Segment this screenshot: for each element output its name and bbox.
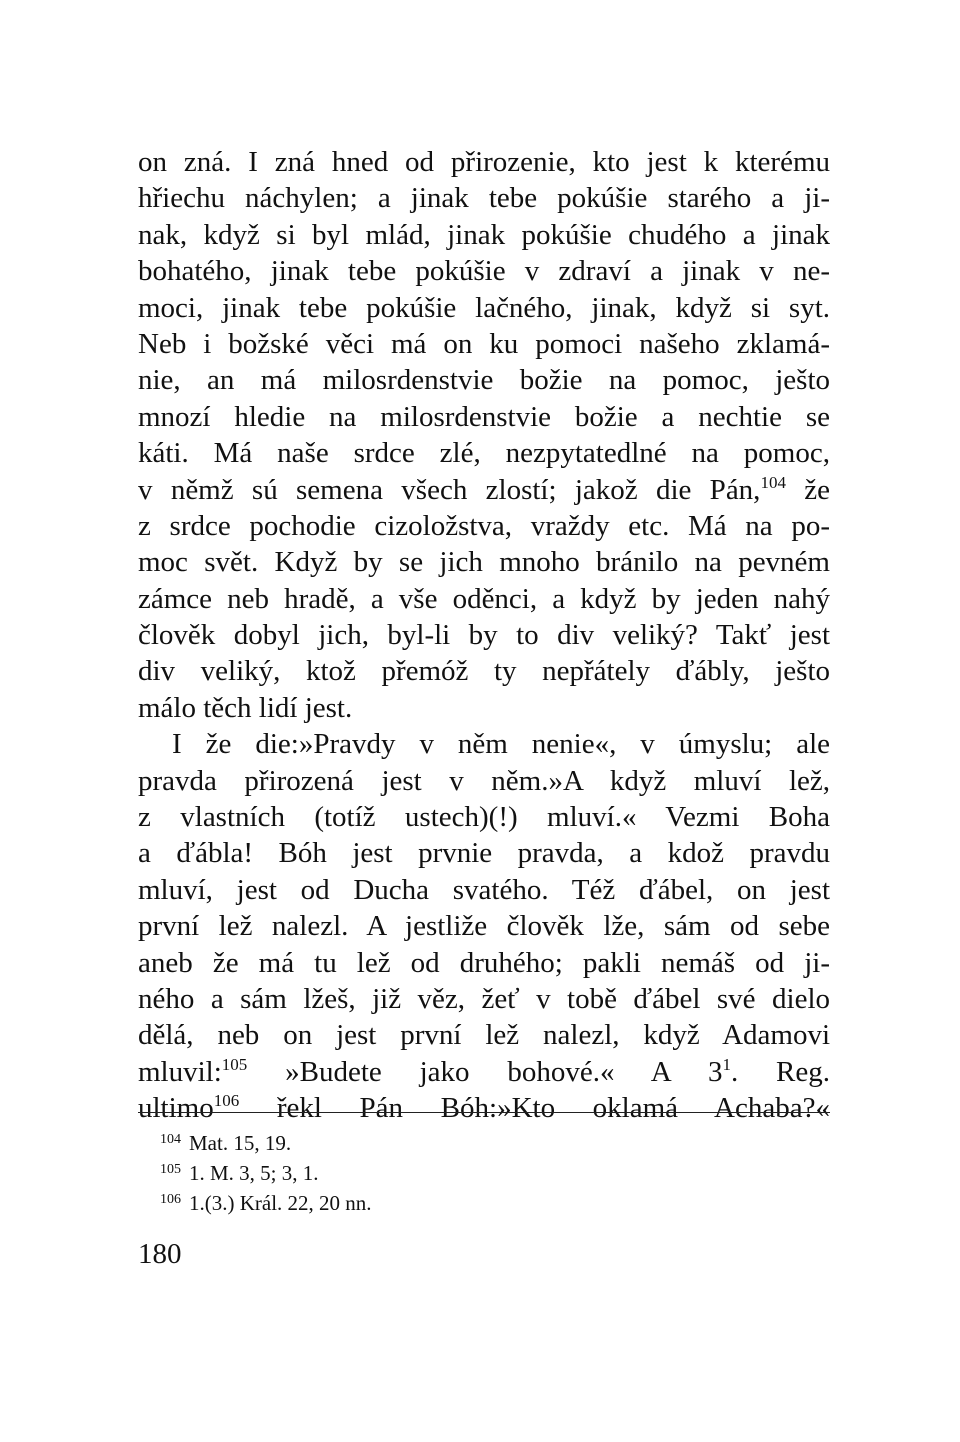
footnote bbox=[160, 1128, 560, 1158]
text-line: ultimo$^{106}$ řekl Pán Bóh:»Kto oklamá Achaba?« bbox=[138, 1091, 830, 1125]
page-number: 180 bbox=[138, 1238, 182, 1270]
text-line: bohatého, jinak tebe pokúšie v zdraví a jinak v ne- bbox=[138, 255, 830, 288]
body-text bbox=[138, 144, 830, 1127]
text-line: on zná. I zná hned od přirozenie, kto jest k kterému bbox=[138, 146, 830, 178]
text-line: pravda přirozená jest v něm.»A když mluví lež, bbox=[138, 764, 830, 797]
text-line: div veliký, ktož přemóž ty nepřátely ďábly, ješto bbox=[138, 655, 830, 688]
text-line: první lež nalezl. A jestliže člověk lže, sám od sebe bbox=[138, 910, 830, 943]
text-line: mnozí hledie na milosrdenstvie božie a nechtie se bbox=[138, 400, 830, 433]
text-line: málo těch lidí jest. bbox=[138, 691, 353, 724]
text-line: dělá, neb on jest první lež nalezl, když Adamovi bbox=[138, 1019, 830, 1052]
text-line: aneb že má tu lež od druhého; pakli nemáš od ji- bbox=[138, 946, 830, 979]
text-line: káti. Má naše srdce zlé, nezpytatedlné na pomoc, bbox=[138, 437, 830, 470]
footnote-number: 104 bbox=[160, 1132, 181, 1147]
text-line: nak, když si byl mlád, jinak pokúšie chudého a jinak bbox=[138, 218, 830, 251]
text-line: a ďábla! Bóh jest prvnie pravda, a kdož pravdu bbox=[138, 837, 830, 870]
footnote bbox=[160, 1158, 560, 1188]
text-line: moc svět. Když by se jich mnoho bránilo na pevném bbox=[138, 546, 830, 579]
footnote-text: Mat. 15, 19. bbox=[189, 1131, 292, 1155]
text-line: moci, jinak tebe pokúšie lačného, jinak, když si syt. bbox=[138, 291, 830, 324]
footnotes bbox=[160, 1128, 560, 1218]
footnote-number: 105 bbox=[160, 1162, 181, 1177]
text-line: I že die:»Pravdy v něm nenie«, v úmyslu; ale bbox=[172, 728, 830, 761]
text-line: člověk dobyl jich, byl-li by to div veliký? Takť jest bbox=[138, 619, 830, 652]
text-line: nie, an má milosrdenstvie božie na pomoc, ješto bbox=[138, 364, 830, 397]
text-line: v němž sú semena všech zlostí; jakož die Pán,$^{104}$ že bbox=[138, 472, 830, 506]
text-line: ného a sám lžeš, již věz, žeť v tobě ďábel své dielo bbox=[138, 982, 830, 1015]
footnote-text: 1.(3.) Král. 22, 20 nn. bbox=[189, 1191, 372, 1215]
text-line: mluvil:$^{105}$ »Budete jako bohové.« A $3^1$. Reg. bbox=[138, 1054, 831, 1088]
footnote-reference: 105 bbox=[221, 1054, 248, 1074]
superscript: 1 bbox=[722, 1054, 731, 1074]
footnote-number: 106 bbox=[160, 1192, 181, 1207]
text-line: z srdce pochodie cizoložstva, vraždy etc. Má na po- bbox=[138, 509, 830, 542]
text-line: z vlastních (totíž ustech)(!) mluví.« Vezmi Boha bbox=[138, 801, 830, 834]
footnote-reference: 104 bbox=[760, 472, 786, 492]
text-line: hřiechu náchylen; a jinak tebe pokúšie starého a ji- bbox=[138, 182, 830, 215]
footnote-divider bbox=[138, 1112, 830, 1113]
footnote-text: 1. M. 3, 5; 3, 1. bbox=[189, 1161, 319, 1185]
footnote bbox=[160, 1188, 560, 1218]
footnote-reference: 106 bbox=[213, 1091, 240, 1111]
text-line: mluví, jest od Ducha svatého. Též ďábel, on jest bbox=[138, 873, 830, 906]
text-line: Neb i božské věci má on ku pomoci našeho zklamá- bbox=[138, 327, 830, 360]
text-line: zámce neb hradě, a vše oděnci, a když by jeden nahý bbox=[138, 582, 830, 615]
